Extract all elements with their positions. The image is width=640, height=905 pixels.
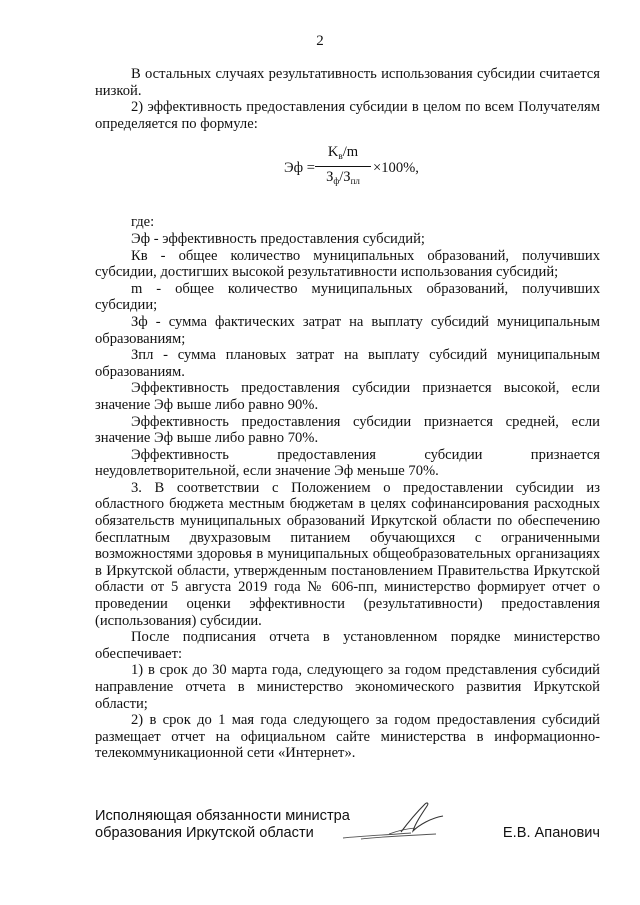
formula-lhs: Эф = bbox=[284, 160, 315, 177]
paragraph-3: 3. В соответствии с Положением о предоставлении субсидии из областного бюджета местным бюджетам в целях софинансирования расходных обязательств муниципальных образований Иркутской области по обеспечению бесплатным двухразовым питанием обучающихся с ограниченными возможностями здоровья в муниципальных общеобразовательных организациях в Иркутской области, утвержденным постановлением Правительства Иркутской области от 5 августа 2019 года № 606-пп, министерство формирует отчет о проведении оценки эффективности (результативности) предоставления (использования) субсидии. bbox=[95, 479, 600, 629]
formula-rhs: ×100%, bbox=[373, 160, 419, 177]
efficiency-formula bbox=[95, 140, 600, 208]
definition-zf: Зф - сумма фактических затрат на выплату субсидий муниципальным образованиям; bbox=[95, 313, 600, 347]
paragraph-efficiency-formula-intro: 2) эффективность предоставления субсидии в целом по всем Получателям определяется по формуле: bbox=[95, 99, 600, 132]
handwritten-signature bbox=[341, 798, 451, 844]
formula-denominator: $З_ф/З_{пл}$ bbox=[326, 169, 360, 187]
document-body bbox=[95, 66, 600, 762]
formula-fraction bbox=[315, 144, 371, 191]
paragraph-after-signing: После подписания отчета в установленном порядке министерство обеспечивает: bbox=[95, 629, 600, 662]
signatory-name: Е.В. Апанович bbox=[502, 825, 600, 841]
criterion-unsatisfactory: Эффективность предоставления субсидии признается неудовлетворительной, если значение Эф меньше 70%. bbox=[95, 446, 600, 480]
formula-numerator: $K_в/m$ bbox=[315, 144, 371, 167]
paragraph-low-result: В остальных случаях результативность использования субсидии считается низкой. bbox=[95, 66, 600, 99]
signature-block bbox=[95, 808, 600, 858]
definition-kv: Кв - общее количество муниципальных образований, получивших субсидии, достигших высокой результативности использования субсидий; bbox=[95, 247, 600, 281]
where-label: где: bbox=[131, 214, 155, 231]
list-item-2: 2) в срок до 1 мая года следующего за годом предоставления субсидий размещает отчет на официальном сайте министерства в информационно-телекоммуникационной сети «Интернет». bbox=[95, 712, 600, 762]
definition-ef: Эф - эффективность предоставления субсидий; bbox=[131, 230, 425, 247]
definition-m: m - общее количество муниципальных образований, получивших субсидии; bbox=[95, 280, 600, 314]
criterion-medium: Эффективность предоставления субсидии признается средней, если значение Эф выше либо равно 70%. bbox=[95, 413, 600, 447]
list-item-1: 1) в срок до 30 марта года, следующего за годом представления субсидий направление отчета в министерство экономического развития Иркутской области; bbox=[95, 662, 600, 712]
criterion-high: Эффективность предоставления субсидии признается высокой, если значение Эф выше либо равно 90%. bbox=[95, 380, 600, 413]
definition-zpl: Зпл - сумма плановых затрат на выплату субсидий муниципальным образованиям. bbox=[95, 347, 600, 380]
signatory-title: Исполняющая обязанности министра образования Иркутской области bbox=[95, 808, 350, 841]
page-number: 2 bbox=[316, 33, 324, 49]
